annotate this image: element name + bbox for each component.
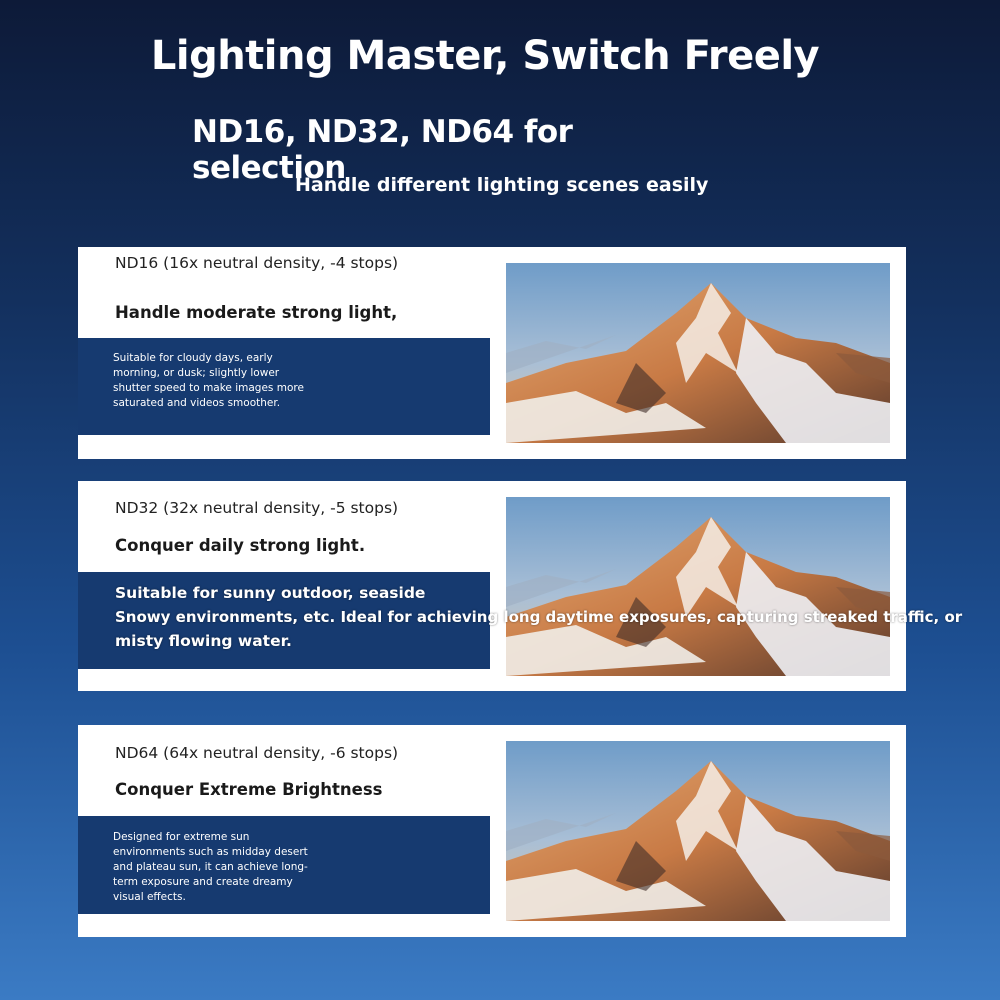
filter-description: Suitable for cloudy days, early morning, or dusk; slightly lower shutter speed to make images more saturated and videos smoother. xyxy=(113,352,304,409)
filter-card-nd32 xyxy=(78,481,963,691)
filter-description-line2: Snowy environments, etc. Ideal for achieving long daytime exposures, capturing streaked traffic, or xyxy=(115,608,963,626)
mountain-image xyxy=(506,497,890,676)
filter-headline: Conquer Extreme Brightness xyxy=(115,780,383,799)
filter-card-nd16 xyxy=(78,247,906,459)
mountain-photo xyxy=(506,263,890,443)
filter-description: Designed for extreme sun environments such as midday desert and plateau sun, it can achieve long-term exposure and create dreamy visual effects. xyxy=(113,831,308,903)
page-tagline: Handle different lighting scenes easily xyxy=(295,174,709,196)
filter-spec: ND64 (64x neutral density, -6 stops) xyxy=(115,744,399,762)
mountain-image xyxy=(506,263,890,443)
page-title: Lighting Master, Switch Freely xyxy=(150,33,820,79)
filter-card-nd64 xyxy=(78,725,906,937)
description-band xyxy=(78,338,490,435)
filter-headline: Conquer daily strong light. xyxy=(115,536,366,555)
filter-description-line1: Suitable for sunny outdoor, seaside xyxy=(115,584,426,602)
mountain-photo xyxy=(506,741,890,921)
mountain-image xyxy=(506,741,890,921)
mountain-photo xyxy=(506,497,890,676)
filter-headline: Handle moderate strong light, xyxy=(115,303,398,322)
description-band xyxy=(78,816,490,914)
filter-description-line3: misty flowing water. xyxy=(115,632,292,650)
filter-spec: ND32 (32x neutral density, -5 stops) xyxy=(115,499,399,517)
filter-spec: ND16 (16x neutral density, -4 stops) xyxy=(115,254,399,272)
page-subtitle: ND16, ND32, ND64 for selection xyxy=(192,114,573,186)
